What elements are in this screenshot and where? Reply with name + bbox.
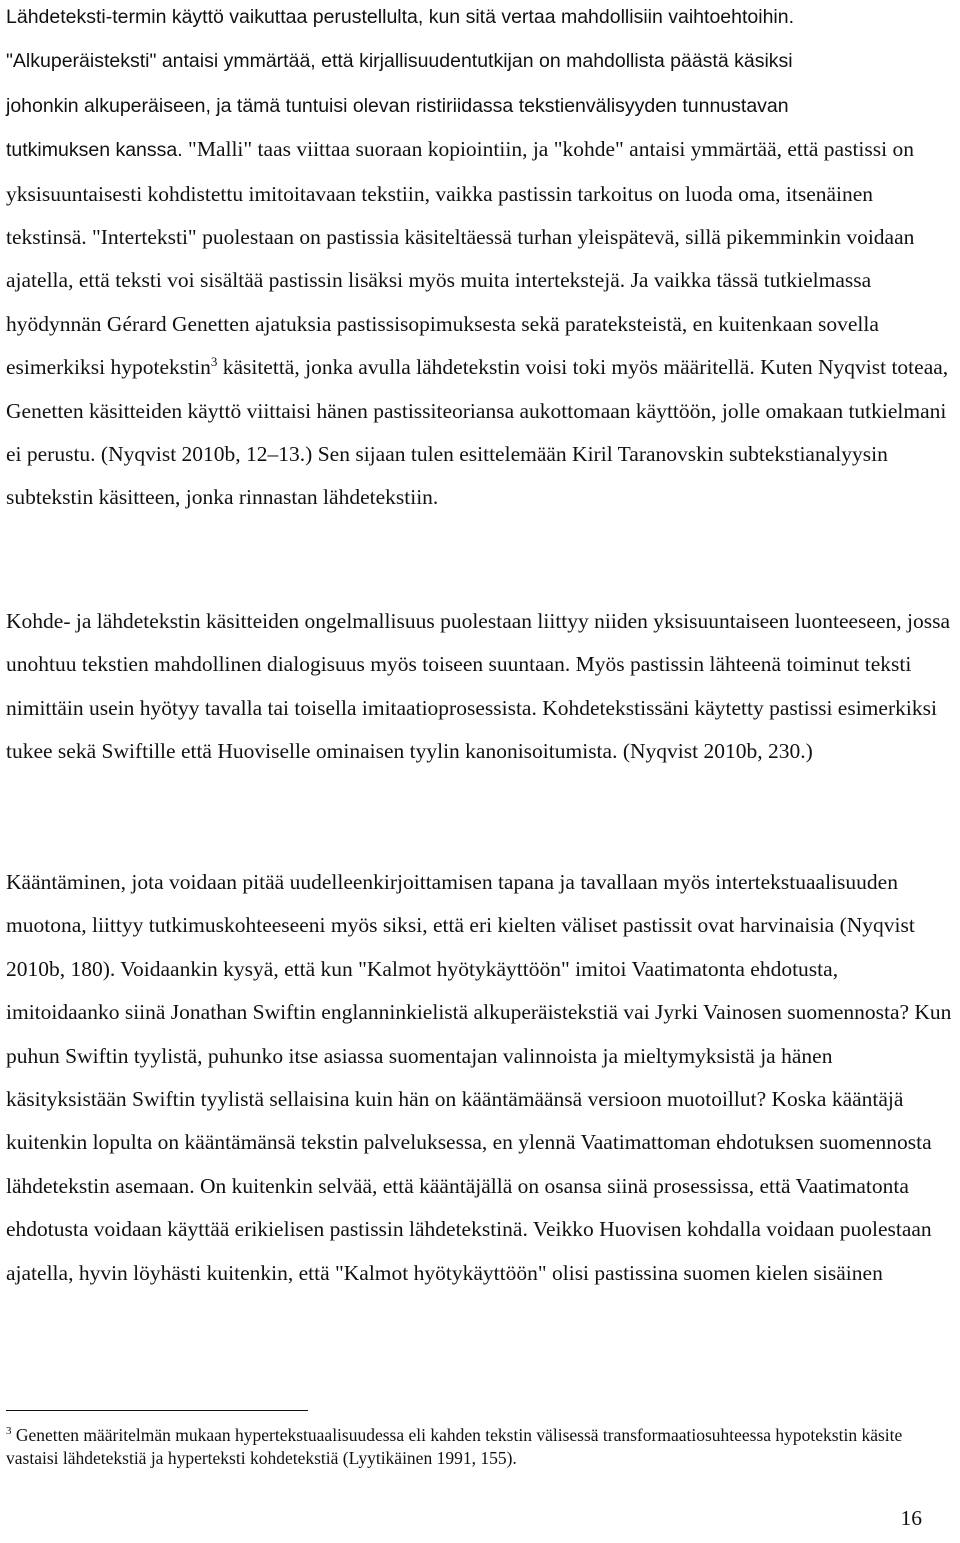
paragraph-2-text: Kohde- ja lähdetekstin käsitteiden ongelmallisuus puolestaan liittyy niiden yksisuuntaiseen luonteeseen, jossa unohtuu tekstien mahdollinen dialogisuus myös toiseen suuntaan. Myös pastissin lähteenä toiminut teksti nimittäin usein hyötyy tavalla tai toisella imitaatioprosessista. Kohdetekstissäni käytetty pastissi esimerkiksi tukee sekä Swiftille että Huoviselle ominaisen tyylin kanonisoitumista. (Nyqvist 2010b, 230.) <box>6 609 951 764</box>
footnote-reference: 3 <box>210 354 218 370</box>
paragraph-1-line-4: tutkimuksen kanssa. <box>6 139 183 162</box>
footnote-divider <box>6 1410 308 1411</box>
paragraph-1-text-a: "Malli" taas viittaa suoraan kopiointiin, ja "kohde" antaisi ymmärtää, että pastissi on yksisuuntaisesti kohdistettu imitoitavaan tekstiin, vaikka pastissin tarkoitus on luoda oma, itsenäinen tekstinsä. "Interteksti" puolestaan on pastissia käsiteltäessä turhan yleispätevä, sillä pikemminkin voidaan ajatella, että teksti voi sisältää pastissin lisäksi myös muita intertekstejä. <box>6 137 915 293</box>
page-number: 16 <box>900 1506 922 1530</box>
paragraph-1-text-c: käsitettä, jonka avulla lähdetekstin voisi toki myös määritellä. Kuten Nyqvist toteaa, Genetten käsitteiden käyttö viittaisi hänen pastissiteoriansa aukottomaan käyttöön, jolle omakaan tutkielmani ei perustu. (Nyqvist 2010b, 12‒13.) Sen sijaan tulen esittelemään Kiril Taranovskin subtekstianalyysin subtekstin käsitteen, jonka rinnastan lähdetekstiin. <box>6 355 949 510</box>
paragraph-1-line-1: Lähdeteksti-termin käyttö vaikuttaa perustellulta, kun sitä vertaa mahdollisiin vaihtoehtoihin. <box>6 6 795 28</box>
footnote-text: Genetten määritelmän mukaan hypertekstuaalisuudessa eli kahden tekstin välisessä transformaatiosuhteessa hypotekstin käsite vastaisi lähdetekstiä ja hyperteksti kohdetekstiä (Lyytikäinen 1991, 155). <box>6 1425 903 1468</box>
paragraph-3-text: Kääntäminen, jota voidaan pitää uudelleenkirjoittamisen tapana ja tavallaan myös intertekstuaalisuuden muotona, liittyy tutkimuskohteeseeni myös siksi, että eri kielten väliset pastissit ovat harvinaisia (Nyqvist 2010b, 180). Voidaankin kysyä, että kun "Kalmot hyötykäyttöön" imitoi Vaatimatonta ehdotusta, imitoidaanko siinä Jonathan Swiftin englanninkielistä alkuperäistekstiä vai Jyrki Vainosen suomennosta? Kun puhun Swiftin tyylistä, puhunko itse asiassa suomentajan valinnoista ja mieltymyksistä ja hänen käsityksistään Swiftin tyylistä sellaisina kuin hän on kääntämäänsä versioon muotoillut? Koska kääntäjä kuitenkin lopulta on kääntämänsä tekstin palveluksessa, en ylennä Vaatimattoman ehdotuksen suomennosta lähdetekstin asemaan. On kuitenkin selvää, että kääntäjällä on osansa siinä prosessissa, että Vaatimatonta ehdotusta voidaan käyttää erikielisen pastissin lähdetekstinä. Veikko Huovisen kohdalla voidaan puolestaan ajatella, hyvin löyhästi kuitenkin, että "Kalmot hyötykäyttöön" olisi pastissina suomen kielen sisäinen <box>6 870 952 1285</box>
paragraph-1-line-2: "Alkuperäisteksti" antaisi ymmärtää, että kirjallisuudentutkijan on mahdollista päästä käsiksi <box>6 50 793 73</box>
paragraph-1-line-3: johonkin alkuperäiseen, ja tämä tuntuisi olevan ristiriidassa tekstienvälisyyden tunnustavan <box>6 94 789 117</box>
footnote-marker: 3 <box>6 1425 12 1438</box>
footnote <box>6 1424 946 1470</box>
paragraph-3 <box>6 861 956 1295</box>
paragraph-2 <box>6 600 956 774</box>
paragraph-1-text-b: Ja vaikka tässä tutkielmassa hyödynnän Gérard Genetten ajatuksia pastissisopimuksesta sekä parateksteistä, en kuitenkaan sovella esimerkiksi hypotekstin <box>6 268 879 380</box>
paragraph-1 <box>6 0 956 520</box>
